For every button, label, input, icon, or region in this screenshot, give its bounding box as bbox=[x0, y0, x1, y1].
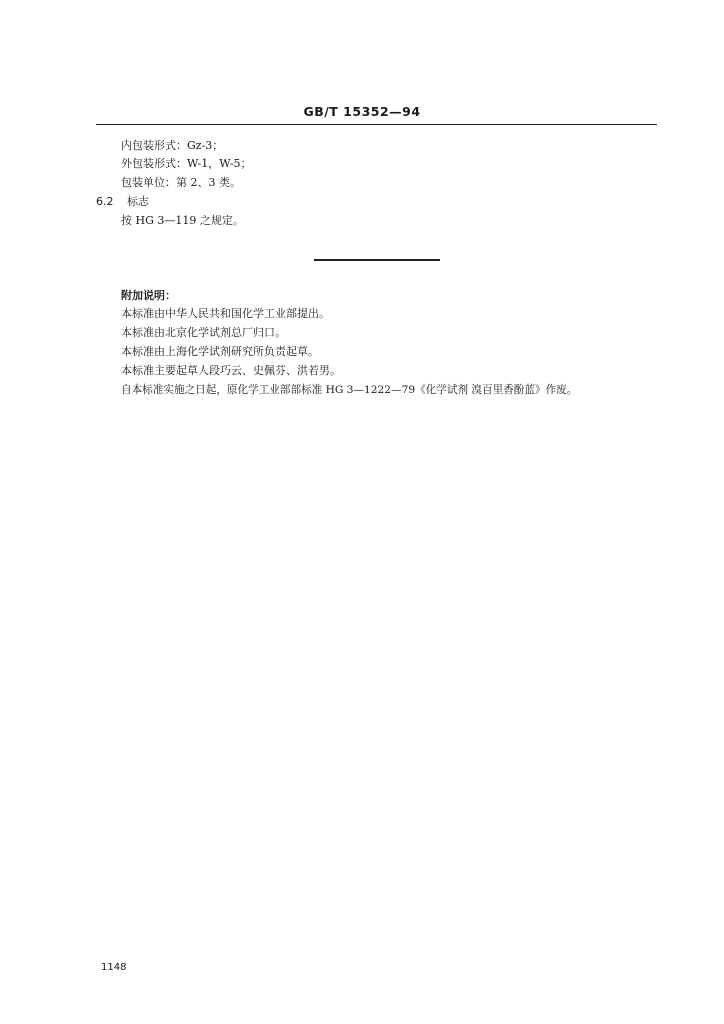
section-title: 标志 bbox=[127, 195, 149, 208]
inner-packaging-line: 内包装形式：Gz-3； bbox=[121, 139, 224, 152]
packaging-unit-line: 包装单位：第 2、3 类。 bbox=[121, 176, 241, 189]
notes-heading: 附加说明： bbox=[121, 289, 176, 302]
notes-line: 本标准由中华人民共和国化学工业部提出。 bbox=[121, 307, 330, 320]
end-rule bbox=[314, 259, 440, 261]
standard-code-header: GB/T 15352—94 bbox=[303, 104, 421, 119]
notes-line: 本标准主要起草人段巧云、史佩芬、洪若男。 bbox=[121, 364, 341, 377]
section-number: 6.2 bbox=[96, 195, 114, 208]
notes-line: 自本标准实施之日起，原化学工业部部标准 HG 3—1222—79《化学试剂 溴百里香酚蓝》作废。 bbox=[121, 384, 578, 396]
notes-line: 本标准由北京化学试剂总厂归口。 bbox=[121, 326, 286, 339]
page-number: 1148 bbox=[101, 962, 127, 973]
section-body: 按 HG 3—119 之规定。 bbox=[121, 214, 244, 227]
outer-packaging-line: 外包装形式：W-1，W-5； bbox=[121, 157, 252, 170]
notes-line: 本标准由上海化学试剂研究所负责起草。 bbox=[121, 345, 319, 358]
header-rule bbox=[96, 124, 657, 125]
